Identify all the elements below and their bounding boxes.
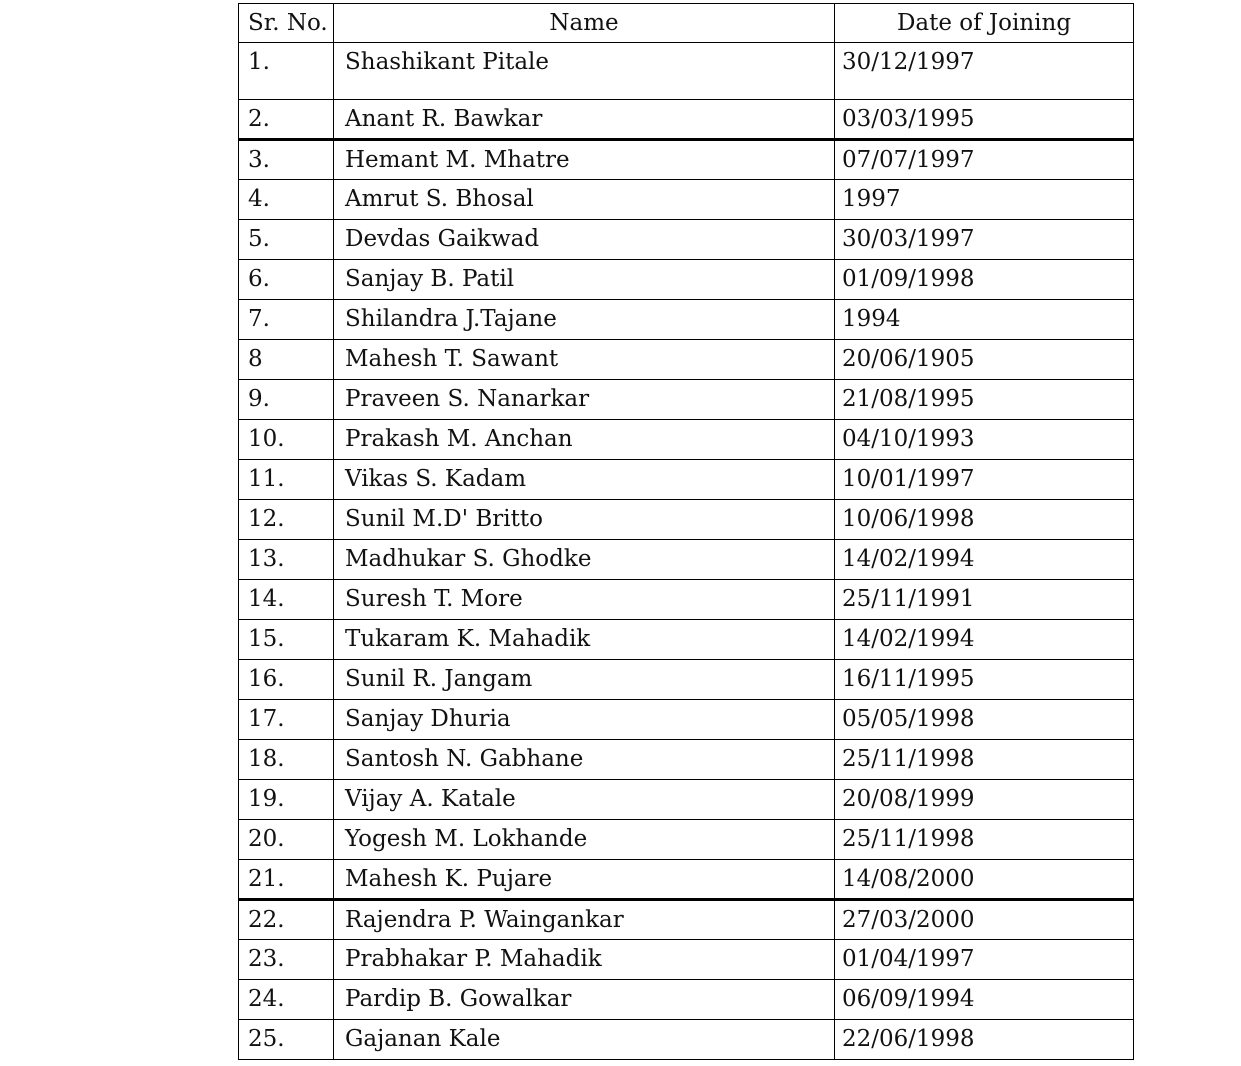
- cell-name: Vijay A. Katale: [334, 780, 835, 820]
- cell-name: Santosh N. Gabhane: [334, 740, 835, 780]
- cell-name: Anant R. Bawkar: [334, 100, 835, 140]
- cell-date-of-joining: 1994: [835, 300, 1134, 340]
- cell-date-of-joining: 06/09/1994: [835, 980, 1134, 1020]
- header-sr-no: Sr. No.: [239, 4, 334, 43]
- header-row: [239, 4, 1134, 43]
- cell-name: Suresh T. More: [334, 580, 835, 620]
- table-row: [239, 180, 1134, 220]
- table-row: [239, 1020, 1134, 1060]
- cell-sr-no: 6.: [239, 260, 334, 300]
- cell-sr-no: 15.: [239, 620, 334, 660]
- cell-sr-no: 9.: [239, 380, 334, 420]
- cell-date-of-joining: 01/04/1997: [835, 940, 1134, 980]
- table-row: [239, 820, 1134, 860]
- cell-sr-no: 14.: [239, 580, 334, 620]
- cell-sr-no: 2.: [239, 100, 334, 140]
- cell-sr-no: 25.: [239, 1020, 334, 1060]
- table-row: [239, 540, 1134, 580]
- cell-sr-no: 7.: [239, 300, 334, 340]
- cell-name: Sunil R. Jangam: [334, 660, 835, 700]
- table-row: [239, 780, 1134, 820]
- cell-name: Sunil M.D' Britto: [334, 500, 835, 540]
- cell-name: Devdas Gaikwad: [334, 220, 835, 260]
- cell-sr-no: 21.: [239, 860, 334, 900]
- table-row: [239, 740, 1134, 780]
- cell-name: Sanjay B. Patil: [334, 260, 835, 300]
- employee-joining-table: [238, 3, 1134, 1060]
- cell-name: Gajanan Kale: [334, 1020, 835, 1060]
- cell-date-of-joining: 27/03/2000: [835, 900, 1134, 940]
- cell-date-of-joining: 22/06/1998: [835, 1020, 1134, 1060]
- cell-sr-no: 18.: [239, 740, 334, 780]
- cell-name: Prakash M. Anchan: [334, 420, 835, 460]
- cell-date-of-joining: 25/11/1991: [835, 580, 1134, 620]
- cell-name: Yogesh M. Lokhande: [334, 820, 835, 860]
- table-row: [239, 900, 1134, 940]
- cell-date-of-joining: 05/05/1998: [835, 700, 1134, 740]
- cell-name: Vikas S. Kadam: [334, 460, 835, 500]
- cell-date-of-joining: 30/12/1997: [835, 43, 1134, 100]
- table-row: [239, 300, 1134, 340]
- table-row: [239, 420, 1134, 460]
- cell-date-of-joining: 25/11/1998: [835, 740, 1134, 780]
- cell-name: Tukaram K. Mahadik: [334, 620, 835, 660]
- cell-name: Rajendra P. Waingankar: [334, 900, 835, 940]
- header-name: Name: [334, 4, 835, 43]
- table-row: [239, 43, 1134, 100]
- cell-name: Mahesh K. Pujare: [334, 860, 835, 900]
- cell-sr-no: 24.: [239, 980, 334, 1020]
- cell-date-of-joining: 21/08/1995: [835, 380, 1134, 420]
- cell-name: Mahesh T. Sawant: [334, 340, 835, 380]
- cell-name: Praveen S. Nanarkar: [334, 380, 835, 420]
- cell-date-of-joining: 01/09/1998: [835, 260, 1134, 300]
- cell-sr-no: 20.: [239, 820, 334, 860]
- table-row: [239, 260, 1134, 300]
- table-row: [239, 380, 1134, 420]
- table-body: [239, 43, 1134, 1060]
- cell-name: Shashikant Pitale: [334, 43, 835, 100]
- cell-sr-no: 22.: [239, 900, 334, 940]
- cell-name: Hemant M. Mhatre: [334, 140, 835, 180]
- cell-date-of-joining: 14/08/2000: [835, 860, 1134, 900]
- cell-sr-no: 23.: [239, 940, 334, 980]
- table-row: [239, 460, 1134, 500]
- cell-date-of-joining: 25/11/1998: [835, 820, 1134, 860]
- table-row: [239, 140, 1134, 180]
- cell-name: Sanjay Dhuria: [334, 700, 835, 740]
- cell-sr-no: 3.: [239, 140, 334, 180]
- cell-date-of-joining: 30/03/1997: [835, 220, 1134, 260]
- table-row: [239, 980, 1134, 1020]
- cell-name: Amrut S. Bhosal: [334, 180, 835, 220]
- cell-date-of-joining: 20/08/1999: [835, 780, 1134, 820]
- cell-date-of-joining: 14/02/1994: [835, 620, 1134, 660]
- cell-date-of-joining: 16/11/1995: [835, 660, 1134, 700]
- cell-sr-no: 13.: [239, 540, 334, 580]
- cell-date-of-joining: 20/06/1905: [835, 340, 1134, 380]
- table-row: [239, 100, 1134, 140]
- cell-sr-no: 4.: [239, 180, 334, 220]
- cell-date-of-joining: 10/01/1997: [835, 460, 1134, 500]
- cell-name: Madhukar S. Ghodke: [334, 540, 835, 580]
- cell-name: Shilandra J.Tajane: [334, 300, 835, 340]
- cell-sr-no: 8: [239, 340, 334, 380]
- cell-date-of-joining: 04/10/1993: [835, 420, 1134, 460]
- table-row: [239, 700, 1134, 740]
- header-date-of-joining: Date of Joining: [835, 4, 1134, 43]
- table-row: [239, 220, 1134, 260]
- table-row: [239, 500, 1134, 540]
- table-row: [239, 620, 1134, 660]
- cell-date-of-joining: 07/07/1997: [835, 140, 1134, 180]
- cell-sr-no: 5.: [239, 220, 334, 260]
- cell-name: Prabhakar P. Mahadik: [334, 940, 835, 980]
- cell-sr-no: 11.: [239, 460, 334, 500]
- cell-date-of-joining: 10/06/1998: [835, 500, 1134, 540]
- table-row: [239, 860, 1134, 900]
- cell-sr-no: 16.: [239, 660, 334, 700]
- cell-sr-no: 17.: [239, 700, 334, 740]
- cell-sr-no: 10.: [239, 420, 334, 460]
- cell-date-of-joining: 14/02/1994: [835, 540, 1134, 580]
- cell-sr-no: 1.: [239, 43, 334, 100]
- table-row: [239, 580, 1134, 620]
- table-row: [239, 340, 1134, 380]
- cell-sr-no: 19.: [239, 780, 334, 820]
- cell-date-of-joining: 1997: [835, 180, 1134, 220]
- table-row: [239, 660, 1134, 700]
- table-row: [239, 940, 1134, 980]
- cell-name: Pardip B. Gowalkar: [334, 980, 835, 1020]
- cell-sr-no: 12.: [239, 500, 334, 540]
- cell-date-of-joining: 03/03/1995: [835, 100, 1134, 140]
